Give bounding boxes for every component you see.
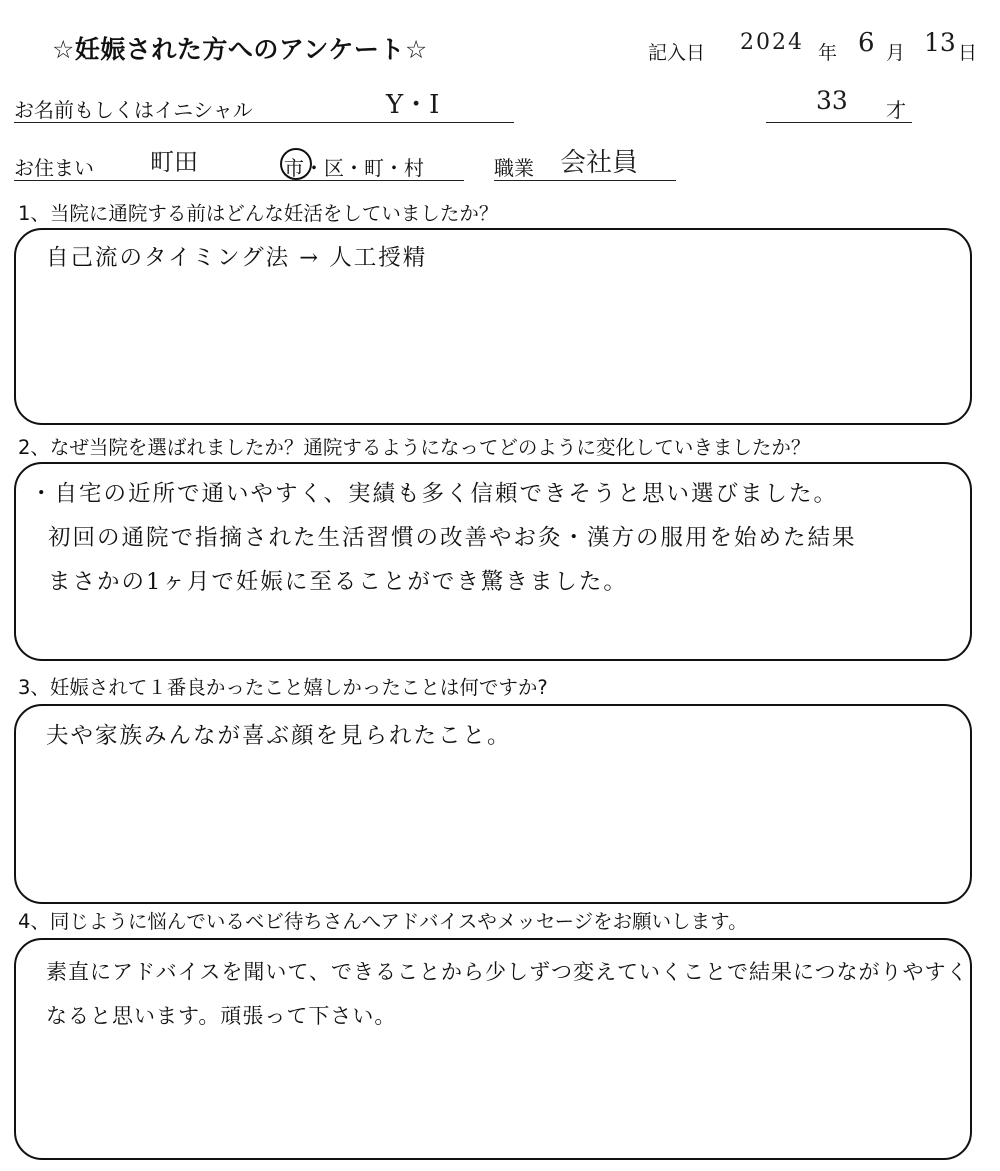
selected-city-circle	[280, 148, 312, 180]
answer-line: 素直にアドバイスを聞いて、できることから少しずつ変えていくことで結果につながりやすく	[46, 960, 969, 984]
occupation-row	[494, 146, 676, 181]
question-1-answer-box	[14, 228, 972, 425]
residence-label: お住まい	[14, 156, 94, 180]
date-month: 6	[858, 28, 875, 58]
date-label: 記入日	[648, 42, 706, 64]
question-3-answer	[46, 714, 950, 758]
occupation-label: 職業	[494, 156, 534, 180]
answer-line: なると思います。頑張って下さい。	[46, 1004, 397, 1028]
residence-value: 町田	[150, 148, 198, 176]
question-4-answer	[46, 950, 969, 1038]
answer-line: ・自宅の近所で通いやすく、実績も多く信頼できそうと思い選びました。	[30, 481, 839, 507]
name-value: Y・I	[386, 90, 440, 120]
question-2-answer	[30, 472, 950, 604]
name-row	[14, 88, 514, 123]
question-4-answer-box	[14, 938, 972, 1160]
question-3-answer-box	[14, 704, 972, 904]
age-row	[766, 88, 912, 123]
entry-date	[648, 28, 988, 72]
answer-line: 初回の通院で指摘された生活習慣の改善やお灸・漢方の服用を始めた結果	[48, 525, 857, 551]
month-unit: 月	[886, 42, 906, 64]
answer-line: まさかの1ヶ月で妊娠に至ることができ驚きました。	[48, 569, 628, 595]
question-3-label: 3、妊娠されて１番良かったこと嬉しかったことは何ですか?	[18, 676, 548, 699]
question-2-label: 2、なぜ当院を選ばれましたか？通院するようになってどのように変化していきましたか？	[18, 436, 811, 459]
question-4-label: 4、同じように悩んでいるベビ待ちさんへアドバイスやメッセージをお願いします。	[18, 910, 748, 933]
question-2-answer-box	[14, 462, 972, 661]
date-year: 2024	[740, 30, 804, 55]
question-1-label: 1、当院に通院する前はどんな妊活をしていましたか？	[18, 202, 499, 225]
question-1-answer	[46, 236, 950, 280]
occupation-value: 会社員	[560, 148, 639, 178]
date-day: 13	[924, 28, 956, 57]
age-value: 33	[816, 86, 848, 115]
day-unit: 日	[958, 42, 978, 64]
answer-line: 自己流のタイミング法 → 人工授精	[46, 245, 428, 271]
survey-title: ☆妊娠された方へのアンケート☆	[52, 35, 428, 64]
answer-line: 夫や家族みんなが喜ぶ顔を見られたこと。	[46, 723, 512, 749]
residence-row	[14, 146, 464, 181]
year-unit: 年	[818, 42, 838, 64]
residence-type-options: 市・区・町・村	[284, 156, 424, 180]
age-unit: 才	[886, 98, 906, 122]
name-label: お名前もしくはイニシャル	[14, 98, 253, 122]
